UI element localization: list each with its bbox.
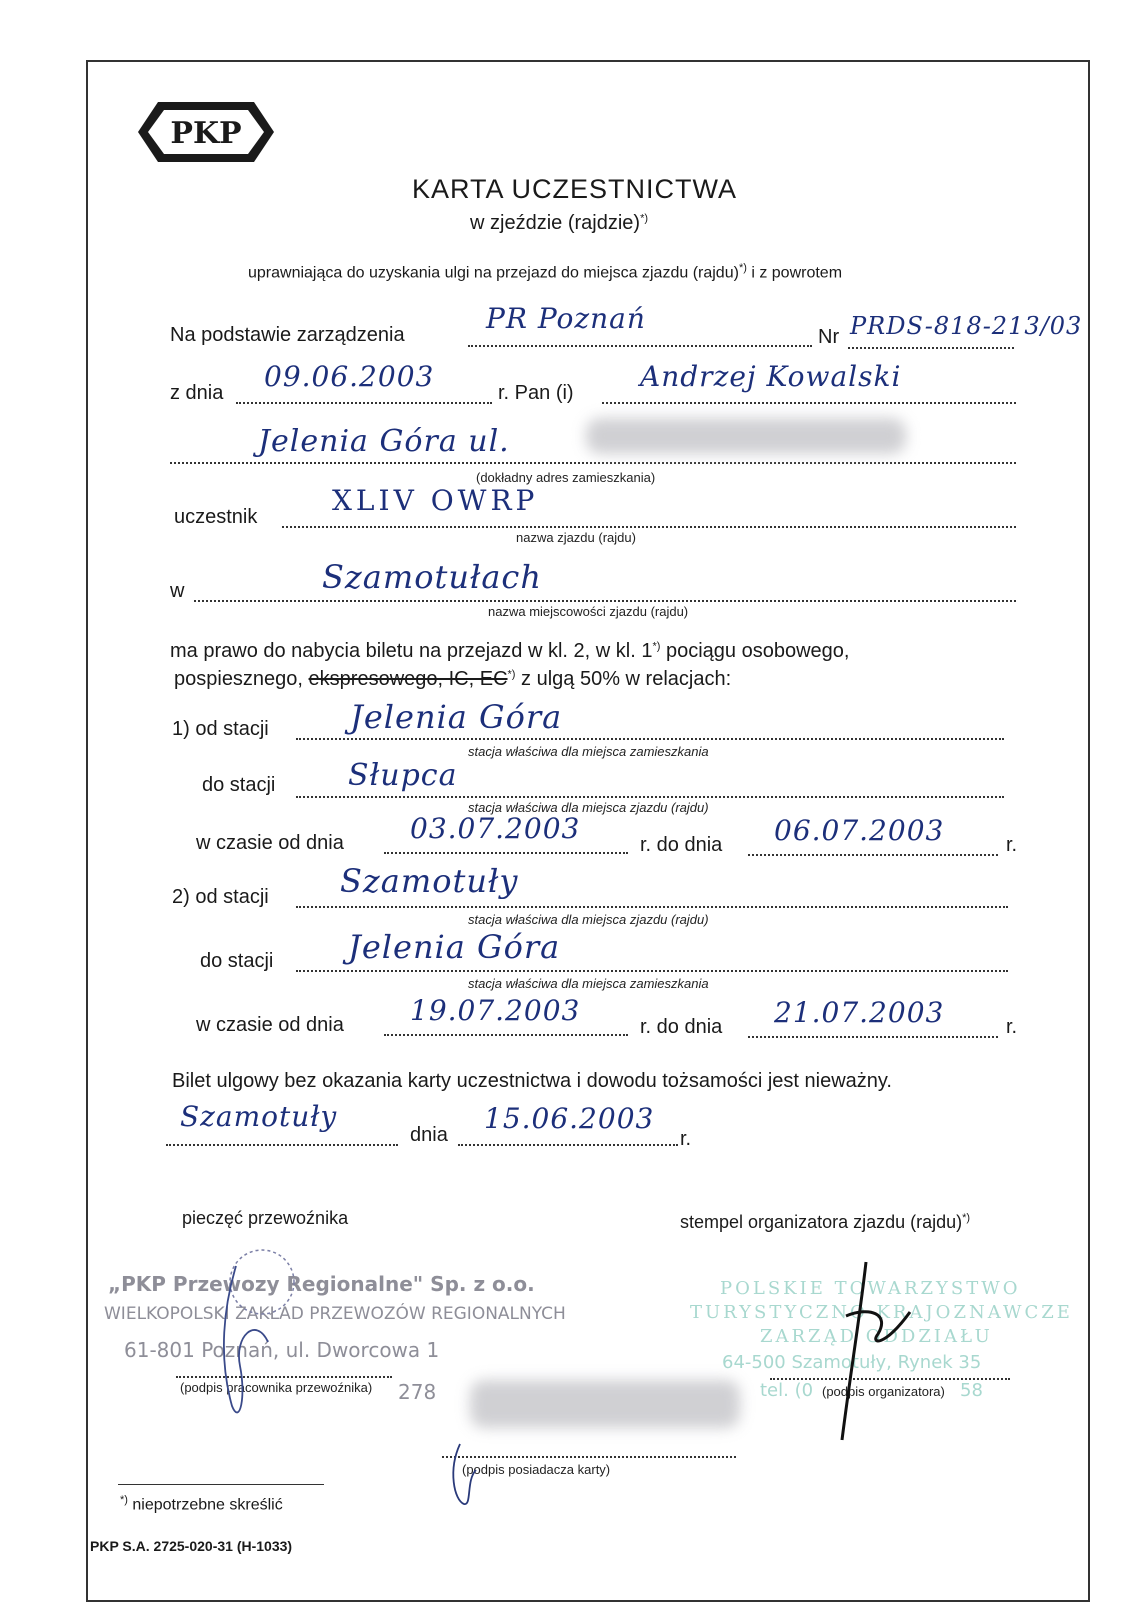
rights-struck: ekspresowego, IC, EC: [308, 668, 508, 690]
place-value: Szamotułach: [322, 558, 542, 596]
route2-from-date-line: [384, 1034, 628, 1036]
route2-to-line: [296, 970, 1008, 972]
rights-line1: [170, 640, 849, 663]
form-code: PKP S.A. 2725-020-31 (H-1033): [90, 1538, 293, 1554]
issue-r: r.: [680, 1128, 692, 1150]
carrier-stamp-line4: 278: [398, 1380, 437, 1404]
organizer-stamp-line3: ZARZĄD ODDZIAŁU: [760, 1326, 993, 1347]
route2-from-value: Szamotuły: [340, 862, 519, 900]
rights-sup-2: *): [507, 668, 516, 681]
form-purpose: [248, 262, 842, 282]
route1-r: r.: [1006, 834, 1018, 856]
footnote-mark: *): [120, 1494, 128, 1506]
route2-from-label: 2) od stacji: [172, 886, 269, 908]
route1-to-value: Słupca: [348, 758, 458, 793]
basis-label: Na podstawie zarządzenia: [170, 324, 405, 346]
subtitle-sup: *): [640, 212, 649, 225]
route2-to-value: Jelenia Góra: [348, 928, 561, 966]
w-label: w: [170, 580, 185, 602]
route2-period-label: w czasie od dnia: [196, 1014, 344, 1036]
participant-caption: nazwa zjazdu (rajdu): [516, 530, 636, 545]
footnote-text: niepotrzebne skreślić: [127, 1496, 283, 1514]
rights-line1-text: ma prawo do nabycia biletu na przejazd w kl. 2, w kl. 1: [170, 640, 653, 662]
route1-from-line: [296, 738, 1004, 740]
route2-to-caption: stacja właściwa dla miejsca zamieszkania: [468, 976, 709, 991]
validity-note: Bilet ulgowy bez okazania karty uczestnictwa i dowodu tożsamości jest nieważny.: [172, 1070, 892, 1092]
route1-to-line: [296, 796, 1004, 798]
rights-line1-end: pociągu osobowego,: [660, 640, 850, 662]
route1-from-caption: stacja właściwa dla miejsca zamieszkania: [468, 744, 709, 759]
organizer-stamp-label: [680, 1212, 970, 1233]
issue-place: Szamotuły: [180, 1100, 338, 1133]
form-subtitle: [470, 212, 648, 235]
route2-to-date-line: [748, 1036, 998, 1038]
date-label: z dnia: [170, 382, 224, 404]
footnote-rule: [118, 1484, 324, 1485]
organizer-stamp-line6: 58: [960, 1380, 983, 1401]
route2-from-caption: stacja właściwa dla miejsca zjazdu (rajdu): [468, 912, 709, 927]
address-caption: (dokładny adres zamieszkania): [476, 470, 656, 485]
participant-label: uczestnik: [174, 506, 258, 528]
organizer-stamp-line2: TURYSTYCZNO KRAJOZNAWCZE: [690, 1302, 1073, 1323]
participant-line: [282, 526, 1016, 528]
svg-text:PKP: PKP: [170, 116, 242, 151]
route2-from-date: 19.07.2003: [410, 994, 581, 1027]
holder-signature: [446, 1440, 506, 1515]
issue-date: 15.06.2003: [484, 1102, 655, 1135]
route1-to-date-label: r. do dnia: [640, 834, 723, 856]
carrier-sign-caption: (podpis pracownika przewoźnika): [180, 1380, 373, 1395]
route1-to-date: 06.07.2003: [774, 814, 945, 847]
form-title: KARTA UCZESTNICTWA: [412, 174, 738, 204]
carrier-stamp-line3: 61-801 Poznań, ul. Dworcowa 1: [124, 1338, 440, 1362]
address-redaction: [586, 418, 906, 454]
place-line: [194, 600, 1016, 602]
issue-date-line: [458, 1144, 678, 1146]
issue-dnia: dnia: [410, 1124, 448, 1146]
address-line: [170, 462, 1016, 464]
date-value: 09.06.2003: [264, 360, 435, 393]
pan-value: Andrzej Kowalski: [640, 360, 902, 393]
subtitle-text: w zjeździe (rajdzie): [470, 212, 641, 234]
organizer-stamp-line5: tel. (0: [760, 1380, 814, 1401]
rights-line2-b: z ulgą 50% w relacjach:: [515, 668, 732, 690]
route1-to-label: do stacji: [202, 774, 276, 796]
nr-label: Nr: [818, 326, 840, 348]
route1-from-date-line: [384, 852, 628, 854]
purpose-end: i z powrotem: [746, 264, 843, 282]
rights-line2: [174, 668, 731, 691]
organizer-stamp-sup: *): [962, 1212, 971, 1224]
route2-r: r.: [1006, 1016, 1018, 1038]
organizer-stamp-line4: 64-500 Szamotuły, Rynek 35: [722, 1352, 982, 1373]
organizer-stamp-text: stempel organizatora zjazdu (rajdu): [680, 1212, 963, 1232]
organizer-stamp-line1: POLSKIE TOWARZYSTWO: [720, 1278, 1021, 1299]
rights-sup: *): [652, 640, 661, 653]
carrier-signature: [196, 1246, 306, 1431]
footnote: [120, 1494, 283, 1514]
pan-label: r. Pan (i): [498, 382, 574, 404]
organizer-signature: [820, 1256, 920, 1451]
issue-place-line: [166, 1144, 398, 1146]
participant-value: XLIV OWRP: [332, 484, 539, 517]
route2-from-line: [296, 906, 1008, 908]
basis-line: [468, 345, 812, 347]
route1-from-label: 1) od stacji: [172, 718, 269, 740]
date-line: [236, 402, 492, 404]
purpose-sup: *): [738, 262, 747, 274]
purpose-text: uprawniająca do uzyskania ulgi na przejazd do miejsca zjazdu (rajdu): [248, 264, 739, 282]
nr-line: [848, 347, 1014, 349]
basis-value: PR Poznań: [486, 302, 646, 335]
address-value: Jelenia Góra ul.: [258, 424, 510, 459]
route2-to-date: 21.07.2003: [774, 996, 945, 1029]
organizer-sign-caption: (podpis organizatora): [822, 1384, 945, 1399]
carrier-stamp-line1: „PKP Przewozy Regionalne" Sp. z o.o.: [108, 1272, 535, 1296]
place-caption: nazwa miejscowości zjazdu (rajdu): [488, 604, 689, 619]
holder-sign-caption: (podpis posiadacza karty): [462, 1462, 611, 1477]
route1-to-caption: stacja właściwa dla miejsca zjazdu (rajdu): [468, 800, 709, 815]
nr-value: PRDS-818-213/03: [850, 312, 1083, 340]
route2-to-date-label: r. do dnia: [640, 1016, 723, 1038]
rights-line2-a: pospiesznego,: [174, 668, 309, 690]
route1-to-date-line: [748, 854, 998, 856]
holder-redaction: [470, 1380, 740, 1428]
route2-to-label: do stacji: [200, 950, 274, 972]
route1-from-date: 03.07.2003: [410, 812, 581, 845]
carrier-seal-label: pieczęć przewoźnika: [182, 1208, 349, 1228]
pkp-logo: [136, 100, 276, 164]
carrier-stamp-line2: WIELKOPOLSKI ZAKŁAD PRZEWOZÓW REGIONALNYCH: [104, 1304, 566, 1324]
route1-from-value: Jelenia Góra: [350, 698, 563, 736]
route1-period-label: w czasie od dnia: [196, 832, 344, 854]
pan-line: [602, 402, 1016, 404]
